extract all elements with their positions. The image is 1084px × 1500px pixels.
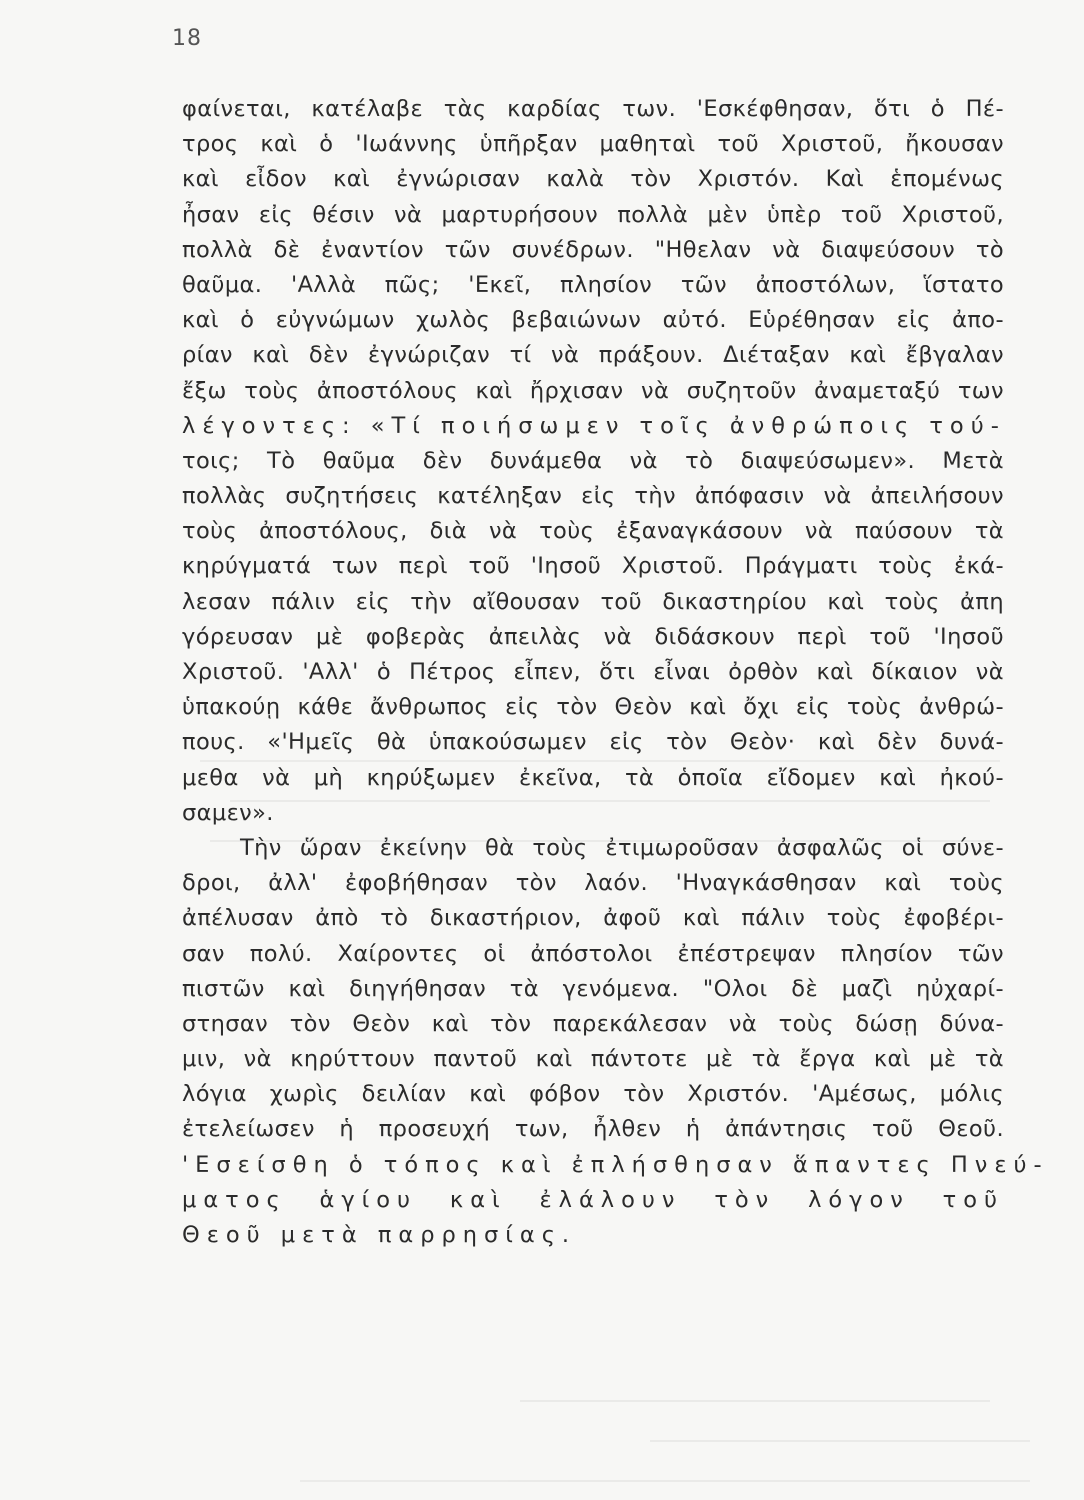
text-line: ἐτελείωσεν ἡ προσευχή των, ἦλθεν ἡ ἀπάντησις τοῦ Θεοῦ. bbox=[182, 1116, 1004, 1143]
text-line: μιν, νὰ κηρύττουν παντοῦ καὶ πάντοτε μὲ τὰ ἔργα καὶ μὲ τὰ bbox=[182, 1046, 1004, 1073]
text-line: θαῦμα. 'Αλλὰ πῶς; 'Εκεῖ, πλησίον τῶν ἀποστόλων, ἵστατο bbox=[182, 271, 1004, 298]
body-text bbox=[182, 92, 1049, 1253]
text-line: πιστῶν καὶ διηγήθησαν τὰ γενόμενα. "Ολοι δὲ μαζὶ ηὐχαρί- bbox=[182, 975, 1004, 1002]
text-line: πολλὰ δὲ ἐναντίον τῶν συνέδρων. "Ηθελαν νὰ διαψεύσουν τὸ bbox=[182, 236, 1004, 263]
text-line: λεσαν πάλιν εἰς τὴν αἴθουσαν τοῦ δικαστηρίου καὶ τοὺς ἀπη bbox=[182, 588, 1004, 615]
text-line: τοὺς ἀποστόλους, διὰ νὰ τοὺς ἐξαναγκάσουν νὰ παύσουν τὰ bbox=[182, 518, 1004, 545]
text-line: φαίνεται, κατέλαβε τὰς καρδίας των. 'Εσκέφθησαν, ὅτι ὁ Πέ- bbox=[182, 96, 1004, 122]
text-line: τοις; Τὸ θαῦμα δὲν δυνάμεθα νὰ τὸ διαψεύσωμεν». Μετὰ bbox=[182, 447, 1004, 474]
text-line: ματος ἁγίου καὶ ἐλάλουν τὸν λόγον τοῦ bbox=[182, 1186, 1004, 1213]
text-line: τρος καὶ ὁ 'Ιωάννης ὑπῆρξαν μαθηταὶ τοῦ Χριστοῦ, ἤκουσαν bbox=[182, 131, 1004, 158]
text-line: καὶ εἶδον καὶ ἐγνώρισαν καλὰ τὸν Χριστόν. Καὶ ἑπομένως bbox=[182, 166, 1004, 193]
text-line: λόγια χωρὶς δειλίαν καὶ φόβον τὸν Χριστόν. 'Αμέσως, μόλις bbox=[182, 1081, 1004, 1108]
text-line: ἀπέλυσαν ἀπὸ τὸ δικαστήριον, ἀφοῦ καὶ πάλιν τοὺς ἐφοβέρι- bbox=[182, 905, 1004, 932]
text-line: καὶ ὁ εὐγνώμων χωλὸς βεβαιώνων αὐτό. Εὑρέθησαν εἰς ἀπο- bbox=[182, 307, 1004, 334]
text-line: κηρύγματά των περὶ τοῦ 'Ιησοῦ Χριστοῦ. Πράγματι τοὺς ἐκά- bbox=[182, 553, 1004, 580]
text-line: 'Εσείσθη ὁ τόπος καὶ ἐπλήσθησαν ἅπαντες Πνεύ- bbox=[182, 1151, 1049, 1178]
text-line: μεθα νὰ μὴ κηρύξωμεν ἐκεῖνα, τὰ ὁποῖα εἴδομεν καὶ ἠκού- bbox=[182, 764, 1004, 791]
text-line: Χριστοῦ. 'Αλλ' ὁ Πέτρος εἶπεν, ὅτι εἶναι ὀρθὸν καὶ δίκαιον νὰ bbox=[182, 659, 1004, 685]
text-line: πολλὰς συζητήσεις κατέληξαν εἰς τὴν ἀπόφασιν νὰ ἀπειλήσουν bbox=[182, 483, 1004, 510]
text-line: σαν πολύ. Χαίροντες οἱ ἀπόστολοι ἐπέστρεψαν πλησίον τῶν bbox=[182, 940, 1004, 967]
text-line: ρίαν καὶ δὲν ἐγνώριζαν τί νὰ πράξουν. Διέταξαν καὶ ἔβγαλαν bbox=[182, 342, 1004, 369]
text-line: πους. «'Ημεῖς θὰ ὑπακούσωμεν εἰς τὸν Θεὸν· καὶ δὲν δυνά- bbox=[182, 729, 1004, 756]
text-line: στησαν τὸν Θεὸν καὶ τὸν παρεκάλεσαν νὰ τοὺς δώσῃ δύνα- bbox=[182, 1010, 1004, 1037]
text-line: ἦσαν εἰς θέσιν νὰ μαρτυρήσουν πολλὰ μὲν ὑπὲρ τοῦ Χριστοῦ, bbox=[182, 201, 1004, 228]
text-line: ἔξω τοὺς ἀποστόλους καὶ ἤρχισαν νὰ συζητοῦν ἀναμεταξύ των bbox=[182, 377, 1004, 404]
text-line: Θεοῦ μετὰ παρρησίας. bbox=[182, 1222, 577, 1248]
text-line: σαμεν». bbox=[182, 799, 274, 826]
text-line: λέγοντες: «Τί ποιήσωμεν τοῖς ἀνθρώποις τού- bbox=[182, 412, 1006, 439]
page-number: 18 bbox=[172, 26, 202, 51]
text-line: ὑπακούῃ κάθε ἄνθρωπος εἰς τὸν Θεὸν καὶ ὄχι εἰς τοὺς ἀνθρώ- bbox=[182, 694, 1004, 721]
text-line: Τὴν ὥραν ἐκείνην θὰ τοὺς ἐτιμωροῦσαν ἀσφαλῶς οἱ σύνε- bbox=[240, 834, 1004, 861]
text-line: δροι, ἀλλ' ἐφοβήθησαν τὸν λαόν. 'Ηναγκάσθησαν καὶ τοὺς bbox=[182, 870, 1004, 897]
text-line: γόρευσαν μὲ φοβερὰς ἀπειλὰς νὰ διδάσκουν περὶ τοῦ 'Ιησοῦ bbox=[182, 623, 1004, 650]
